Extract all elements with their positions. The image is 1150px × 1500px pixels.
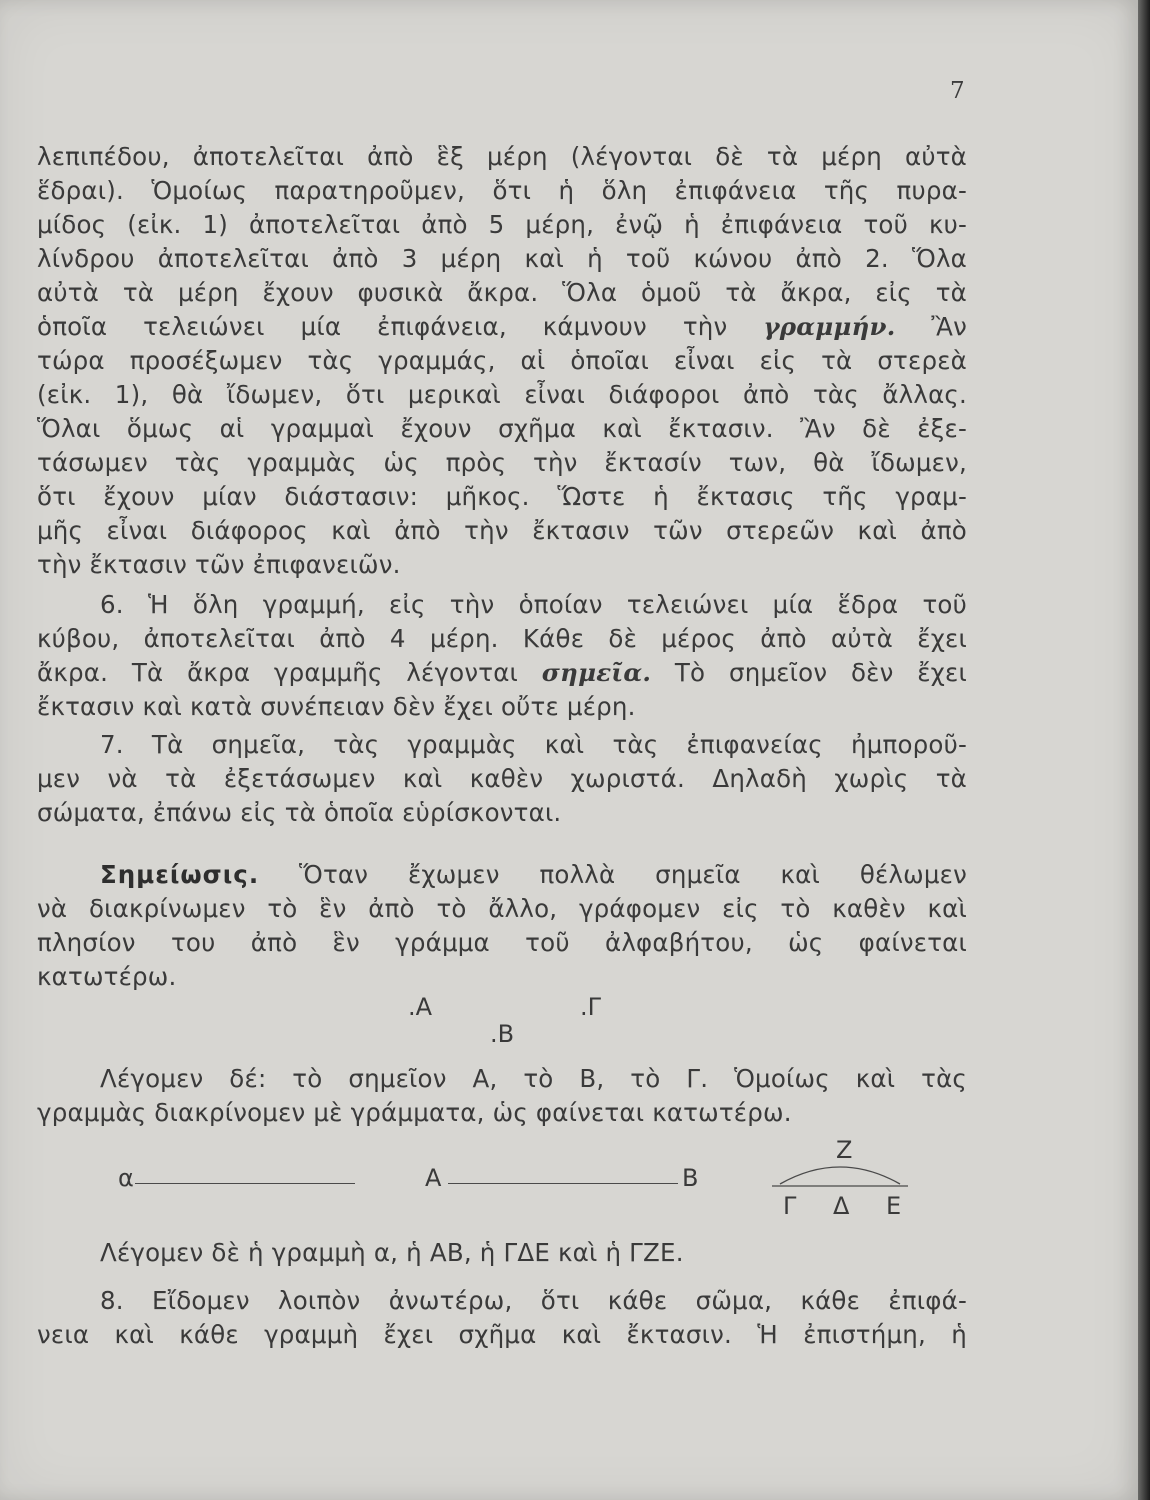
line-alpha xyxy=(135,1183,355,1184)
line-label-A: Α xyxy=(425,1164,442,1192)
line-label-Z: Ζ xyxy=(836,1136,853,1164)
text-line: μεν νὰ τὰ ἐξετάσωμεν καὶ καθὲν χωριστά. Δηλαδὴ χωρὶς τὰ xyxy=(37,764,967,793)
text-line: ἔκτασιν καὶ κατὰ συνέπειαν δὲν ἔχει οὔτε μέρη. xyxy=(37,692,636,721)
text-line: μῆς εἶναι διάφορος καὶ ἀπὸ τὴν ἔκτασιν τῶν στερεῶν καὶ ἀπὸ xyxy=(37,516,967,545)
text-line: ὅτι ἔχουν μίαν διάστασιν: μῆκος. Ὥστε ἡ ἔκτασις τῆς γραμ- xyxy=(37,482,967,511)
term-simeia: σημεῖα. xyxy=(541,658,652,687)
point-label-g: .Γ xyxy=(580,993,601,1021)
page-edge-shadow xyxy=(1138,0,1150,1500)
text-line xyxy=(100,858,967,892)
line-label-alpha: α xyxy=(118,1164,134,1192)
text-line: κατωτέρω. xyxy=(37,962,177,991)
text-line xyxy=(37,310,967,344)
text-span: ἄκρα. Τὰ ἄκρα γραμμῆς λέγονται xyxy=(37,658,519,687)
text-line: λίνδρου ἀποτελεῖται ἀπὸ 3 μέρη καὶ ἡ τοῦ κώνου ἀπὸ 2. Ὅλα xyxy=(37,244,967,273)
note-heading: Σημείωσις. xyxy=(100,860,260,889)
line-AB xyxy=(448,1183,678,1184)
text-line: 7. Τὰ σημεῖα, τὰς γραμμὰς καὶ τὰς ἐπιφανείας ἠμποροῦ- xyxy=(100,730,967,759)
text-span: Τὸ σημεῖον δὲν ἔχει xyxy=(674,658,967,687)
page-number: 7 xyxy=(950,78,965,104)
text-line: (εἰκ. 1), θὰ ἴδωμεν, ὅτι μερικαὶ εἶναι διάφοροι ἀπὸ τὰς ἄλλας. xyxy=(37,380,967,409)
point-label-b: .Β xyxy=(490,1020,515,1048)
line-label-B: Β xyxy=(682,1164,699,1192)
text-line xyxy=(37,656,967,690)
text-line: μίδος (εἰκ. 1) ἀποτελεῖται ἀπὸ 5 μέρη, ἐνῷ ἡ ἐπιφάνεια τοῦ κυ- xyxy=(37,210,967,239)
text-line: 8. Εἴδομεν λοιπὸν ἀνωτέρω, ὅτι κάθε σῶμα, κάθε ἐπιφά- xyxy=(100,1286,967,1315)
curve-GZE xyxy=(760,1150,920,1190)
line-label-D: Δ xyxy=(833,1192,850,1220)
text-line: γραμμὰς διακρίνομεν μὲ γράμματα, ὡς φαίνεται κατωτέρω. xyxy=(37,1098,792,1127)
text-span: Ἂν xyxy=(931,312,967,341)
text-line: λεπιπέδου, ἀποτελεῖται ἀπὸ ἓξ μέρη (λέγονται δὲ τὰ μέρη αὐτὰ xyxy=(37,142,967,171)
text-line: 6. Ἡ ὅλη γραμμή, εἰς τὴν ὁποίαν τελειώνει μία ἕδρα τοῦ xyxy=(100,590,967,619)
text-line: νεια καὶ κάθε γραμμὴ ἔχει σχῆμα καὶ ἔκτασιν. Ἡ ἐπιστήμη, ἡ xyxy=(37,1320,967,1349)
line-label-G: Γ xyxy=(783,1192,797,1220)
term-grammi: γραμμήν. xyxy=(763,312,896,341)
line-label-E: Ε xyxy=(886,1192,902,1220)
text-line: σώματα, ἐπάνω εἰς τὰ ὁποῖα εὑρίσκονται. xyxy=(37,798,562,827)
text-line: νὰ διακρίνωμεν τὸ ἓν ἀπὸ τὸ ἄλλο, γράφομεν εἰς τὸ καθὲν καὶ xyxy=(37,894,967,923)
text-line: Ὅλαι ὅμως αἱ γραμμαὶ ἔχουν σχῆμα καὶ ἔκτασιν. Ἂν δὲ ἐξε- xyxy=(37,414,967,443)
text-line: τώρα προσέξωμεν τὰς γραμμάς, αἱ ὁποῖαι εἶναι εἰς τὰ στερεὰ xyxy=(37,346,967,375)
text-line: Λέγομεν δὲ ἡ γραμμὴ α, ἡ ΑΒ, ἡ ΓΔΕ καὶ ἡ ΓΖΕ. xyxy=(100,1238,684,1267)
text-line: ἕδραι). Ὁμοίως παρατηροῦμεν, ὅτι ἡ ὅλη ἐπιφάνεια τῆς πυρα- xyxy=(37,176,967,205)
text-line: τάσωμεν τὰς γραμμὰς ὡς πρὸς τὴν ἔκτασίν των, θὰ ἴδωμεν, xyxy=(37,448,967,477)
text-line: πλησίον του ἀπὸ ἓν γράμμα τοῦ ἀλφαβήτου, ὡς φαίνεται xyxy=(37,928,967,957)
text-line: αὐτὰ τὰ μέρη ἔχουν φυσικὰ ἄκρα. Ὅλα ὁμοῦ τὰ ἄκρα, εἰς τὰ xyxy=(37,278,967,307)
point-label-a: .Α xyxy=(408,993,433,1021)
text-line: τὴν ἔκτασιν τῶν ἐπιφανειῶν. xyxy=(37,550,401,579)
text-span: Ὅταν ἔχωμεν πολλὰ σημεῖα καὶ θέλωμεν xyxy=(299,860,967,889)
text-line: κύβου, ἀποτελεῖται ἀπὸ 4 μέρη. Κάθε δὲ μέρος ἀπὸ αὐτὰ ἔχει xyxy=(37,624,967,653)
text-span: ὁποῖα τελειώνει μία ἐπιφάνεια, κάμνουν τὴν xyxy=(37,312,728,341)
text-line: Λέγομεν δέ: τὸ σημεῖον Α, τὸ Β, τὸ Γ. Ὁμοίως καὶ τὰς xyxy=(100,1064,967,1093)
